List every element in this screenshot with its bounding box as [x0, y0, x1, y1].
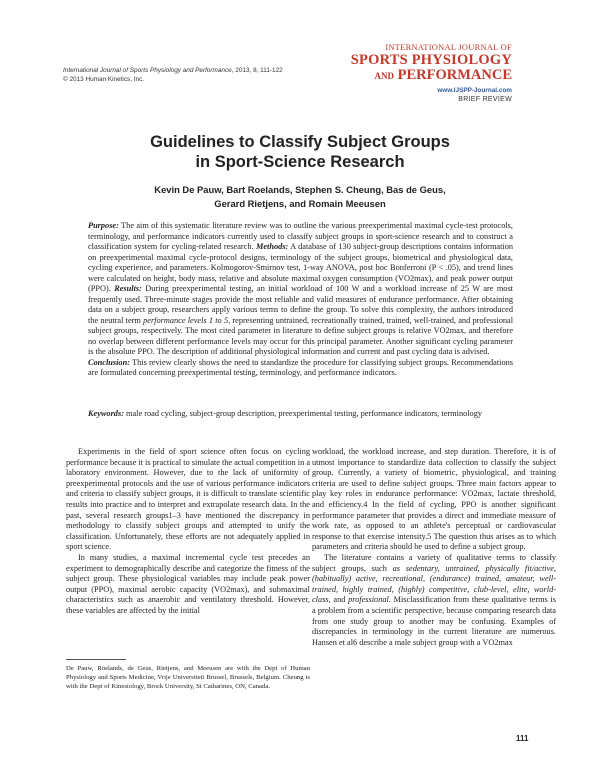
affiliation-footnote: De Pauw, Roelands, de Geus, Rietjens, and Meeusen are with the Dept of Human Physiology and Sports Medicine, Vrije Universiteit Brussel, Brussels, Belgium. Cheung is with the Dept of Kinesiology, Brock University, St Catharines, ON, Canada. — [66, 665, 310, 690]
conclusion-text: This review clearly shows the need to standardize the procedure for classifying subject groups. Recommendations are formulated concerning preexperimental testing, terminology, and performance indicators. — [88, 357, 514, 377]
paragraph-4-and: and — [333, 595, 346, 605]
conclusion-label: Conclusion: — [88, 357, 130, 367]
abstract — [88, 221, 513, 379]
intro-paragraph-3: workload, the workload increase, and step duration. Therefore, it is of utmost importance to standardize data collection to classify the subject group. Currently, a variety of biometric, physiological, and training criteria are used to define subject groups. Three main factors appear to play key roles in endurance performance: VO2max, lactate threshold, and efficiency.4 In the field of cycling, PPO is another significant performance parameter that provides a direct and immediate measure of work rate, as opposed to an athlete's perceptual or cardiovascular response to that exercise intensity.5 The question thus arises as to which parameters and criteria should be used to define a subject group. — [312, 447, 556, 552]
masthead-line1: INTERNATIONAL JOURNAL OF — [385, 43, 512, 52]
authors-line2: Gerard Rietjens, and Romain Meeusen — [214, 198, 386, 209]
paragraph-4-text-b: Misclassification from these qualitative terms is a problem from a scientific perspective, because comparing research data from one study group to another may be confusing. Examples of discrepancies in terminology in the current literature are numerous. Hansen et al6 describe a male subject group with a VO2max — [312, 595, 557, 647]
body-column-right — [312, 447, 556, 648]
keywords — [88, 409, 513, 420]
conclusion-paragraph — [88, 358, 513, 379]
body-column-left — [66, 447, 310, 617]
intro-paragraph-2: In many studies, a maximal incremental cycle test precedes an experiment to demographically describe and categorize the fitness of the subject group. These physiological variables may include peak power output (PPO), maximal aerobic capacity (VO2max), and submaximal characteristics such as anaerobic and ventilatory threshold. However, these variables are affected by the initial — [66, 552, 310, 615]
paragraph-4-italic: as sedentary, untrained, physically fit/active, (habitually) active, recreational, (endurance) trained, amateur, well-trained, highly trained, (highly) competitive, club-level, elite, world-class, — [312, 563, 557, 605]
purpose-label: Purpose: — [88, 221, 119, 230]
title-line2: in Sport-Science Research — [195, 153, 405, 171]
article-title — [0, 132, 600, 172]
methods-label: Methods: — [255, 242, 289, 251]
abstract-text — [88, 221, 513, 358]
methods-text: A database of 130 subject-group descriptions contains information on preexperimental maximal cycle-protocol designs, terminology of the subject groups, biometrical and physiological data, cycling experience, and parameters. Kolmogorov-Smirnov test, 1-way ANOVA, post hoc Bonferroni (P < .05), and trend lines were calculated on height, body mass, relative and absolute maximal oxygen consumption (VO2max), and peak power output (PPO). — [88, 242, 513, 293]
results-text-a: During preexperimental testing, an initial workload of 100 W and a workload increase of 25 W are most frequently used. Three-minute stages provide the most reliable and valid measures of endurance performance. After obtaining data on a subject group, researchers apply various terms to define the group. To solve this complexity, the authors introduced the neutral term — [88, 284, 513, 325]
volume-info: 2013, 8, 111-122 — [235, 67, 283, 74]
masthead-line3 — [312, 68, 512, 84]
article-type: BRIEF REVIEW — [458, 96, 512, 103]
journal-masthead — [312, 43, 512, 104]
footnote-divider — [66, 659, 126, 660]
paragraph-4-italic-2: professional. — [348, 595, 391, 605]
keywords-label: Keywords: — [88, 409, 124, 418]
authors-line1: Kevin De Pauw, Bart Roelands, Stephen S. Cheung, Bas de Geus, — [154, 184, 446, 195]
masthead-line2: SPORTS PHYSIOLOGY — [350, 52, 512, 68]
copyright: © 2013 Human Kinetics, Inc. — [63, 75, 145, 83]
journal-name: International Journal of Sports Physiology and Performance, — [63, 67, 234, 74]
masthead-and: AND — [374, 71, 394, 81]
title-line1: Guidelines to Classify Subject Groups — [150, 133, 450, 151]
purpose-text: The aim of this systematic literature review was to outline the various preexperimental maximal cycle-test protocols, terminology, and performance indicators currently used to classify subject groups in sport-science research and to construct a classification system for cycling-related research. — [88, 221, 513, 251]
results-italic: performance levels 1 to 5, — [143, 315, 231, 325]
journal-url[interactable]: www.IJSPP-Journal.com — [437, 87, 512, 94]
masthead-performance: PERFORMANCE — [397, 67, 512, 83]
intro-paragraph-4 — [312, 553, 556, 648]
results-label: Results: — [114, 284, 142, 293]
page-number: 111 — [516, 734, 529, 743]
keywords-text: male road cycling, subject-group description, preexperimental testing, performance indicators, terminology — [126, 409, 482, 418]
paragraph-4-text-a: The literature contains a variety of qualitative terms to classify subject groups, such — [312, 552, 556, 573]
results-text-b: representing untrained, recreationally trained, trained, well-trained, and professional subject groups, respectively. The most cited parameter in literature to define subject groups is relative VO2max, and therefore no overlap between different performance levels may occur for this principal parameter. Another significant cycling parameter is the absolute PPO. The description of additional physiological information and current and past cycling data is advised. — [88, 315, 514, 356]
intro-paragraph-1: Experiments in the field of sport science often focus on cycling performance because it is practical to simulate the actual competition in a laboratory environment. However, due to the lack of uniformity of preexperimental protocols and the use of various performance indicators and criteria to classify subject groups, it is difficult to translate scientific results into practice and to interpret and extrapolate research data. In the past, several research groups1–3 have mentioned the discrepancy in methodology to classify subject groups and attempted to unify the classification. Unfortunately, these efforts are not adequately applied in sport science. — [66, 447, 310, 552]
author-list — [0, 183, 600, 211]
